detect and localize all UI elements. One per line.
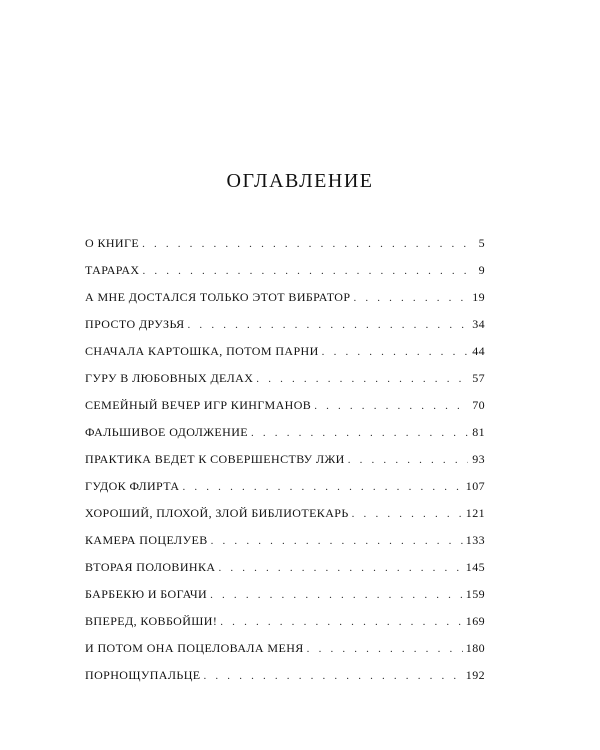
toc-entry-page-number: 34 bbox=[472, 317, 485, 331]
dot-leader bbox=[210, 589, 463, 601]
toc-entry-title: ВПЕРЕД, КОВБОЙШИ! bbox=[85, 614, 218, 628]
toc-entry bbox=[85, 533, 485, 560]
dot-leader bbox=[218, 562, 462, 574]
dot-leader bbox=[352, 508, 463, 520]
toc-entry bbox=[85, 371, 485, 398]
toc-list bbox=[85, 236, 485, 695]
toc-entry bbox=[85, 506, 485, 533]
toc-entry bbox=[85, 290, 485, 317]
toc-entry bbox=[85, 641, 485, 668]
toc-entry-title: СНАЧАЛА КАРТОШКА, ПОТОМ ПАРНИ bbox=[85, 344, 319, 358]
toc-entry-title: ВТОРАЯ ПОЛОВИНКА bbox=[85, 560, 216, 574]
toc-entry-title: О КНИГЕ bbox=[85, 236, 140, 250]
toc-entry-title: ПРОСТО ДРУЗЬЯ bbox=[85, 317, 185, 331]
toc-entry bbox=[85, 263, 485, 290]
toc-entry-page-number: 5 bbox=[478, 236, 485, 250]
dot-leader bbox=[142, 238, 468, 250]
dot-leader bbox=[204, 670, 463, 682]
toc-entry-page-number: 19 bbox=[472, 290, 485, 304]
toc-entry-title: БАРБЕКЮ И БОГАЧИ bbox=[85, 587, 208, 601]
toc-entry-title: ТАРАРАХ bbox=[85, 263, 140, 277]
toc-entry-page-number: 192 bbox=[465, 668, 485, 682]
toc-entry bbox=[85, 317, 485, 344]
toc-entry-title: КАМЕРА ПОЦЕЛУЕВ bbox=[85, 533, 208, 547]
toc-entry-title: А МНЕ ДОСТАЛСЯ ТОЛЬКО ЭТОТ ВИБРАТОР bbox=[85, 290, 351, 304]
toc-entry-page-number: 93 bbox=[472, 452, 485, 466]
dot-leader bbox=[251, 427, 468, 439]
toc-entry bbox=[85, 452, 485, 479]
toc-entry-page-number: 44 bbox=[472, 344, 485, 358]
toc-entry-title: ФАЛЬШИВОЕ ОДОЛЖЕНИЕ bbox=[85, 425, 248, 439]
toc-entry-title: ХОРОШИЙ, ПЛОХОЙ, ЗЛОЙ БИБЛИОТЕКАРЬ bbox=[85, 506, 349, 520]
dot-leader bbox=[322, 346, 468, 358]
toc-entry-page-number: 57 bbox=[472, 371, 485, 385]
toc-entry-page-number: 70 bbox=[472, 398, 485, 412]
toc-entry-title: ПРАКТИКА ВЕДЕТ К СОВЕРШЕНСТВУ ЛЖИ bbox=[85, 452, 345, 466]
dot-leader bbox=[142, 265, 468, 277]
dot-leader bbox=[182, 481, 462, 493]
toc-entry-page-number: 107 bbox=[465, 479, 485, 493]
dot-leader bbox=[307, 643, 463, 655]
toc-entry bbox=[85, 587, 485, 614]
dot-leader bbox=[314, 400, 468, 412]
toc-entry-page-number: 169 bbox=[465, 614, 485, 628]
toc-entry bbox=[85, 560, 485, 587]
toc-entry-page-number: 159 bbox=[465, 587, 485, 601]
toc-entry bbox=[85, 614, 485, 641]
dot-leader bbox=[353, 292, 468, 304]
toc-entry bbox=[85, 236, 485, 263]
toc-entry-page-number: 9 bbox=[478, 263, 485, 277]
dot-leader bbox=[348, 454, 468, 466]
toc-entry-page-number: 81 bbox=[472, 425, 485, 439]
dot-leader bbox=[211, 535, 463, 547]
dot-leader bbox=[220, 616, 463, 628]
toc-entry-page-number: 133 bbox=[465, 533, 485, 547]
toc-entry-title: СЕМЕЙНЫЙ ВЕЧЕР ИГР КИНГМАНОВ bbox=[85, 398, 312, 412]
toc-entry bbox=[85, 398, 485, 425]
toc-entry-title: ГУДОК ФЛИРТА bbox=[85, 479, 180, 493]
toc-entry-page-number: 180 bbox=[465, 641, 485, 655]
toc-entry bbox=[85, 425, 485, 452]
toc-entry-page-number: 145 bbox=[465, 560, 485, 574]
toc-entry bbox=[85, 668, 485, 695]
toc-entry bbox=[85, 479, 485, 506]
toc-entry-page-number: 121 bbox=[465, 506, 485, 520]
toc-entry-title: ПОРНОЩУПАЛЬЦЕ bbox=[85, 668, 201, 682]
toc-title: ОГЛАВЛЕНИЕ bbox=[226, 170, 374, 192]
toc-entry-title: И ПОТОМ ОНА ПОЦЕЛОВАЛА МЕНЯ bbox=[85, 641, 304, 655]
dot-leader bbox=[188, 319, 468, 331]
dot-leader bbox=[256, 373, 468, 385]
toc-entry bbox=[85, 344, 485, 371]
toc-entry-title: ГУРУ В ЛЮБОВНЫХ ДЕЛАХ bbox=[85, 371, 254, 385]
